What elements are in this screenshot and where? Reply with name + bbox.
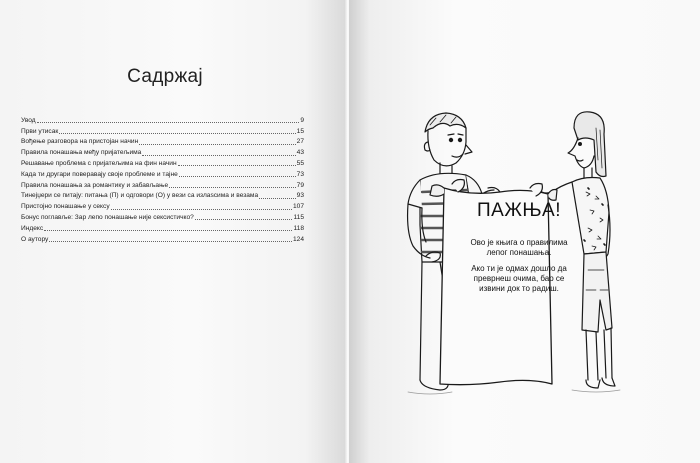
toc-entry-page: 115 [293, 213, 304, 221]
toc-entry-label: Бонус поглавље: Зар лепо понашање није сексистичко? [21, 213, 194, 221]
toc-entry-page: 27 [296, 138, 304, 146]
toc-entry-page: 73 [296, 170, 304, 178]
sign-line-5: извини док то радиш. [479, 284, 559, 293]
toc-entry-label: Пристојно понашање у сексу [21, 203, 110, 211]
sign-title: ПАЖЊА! [476, 200, 562, 221]
toc-entry-label: Вођење разговора на пристојан начин [21, 138, 139, 146]
toc-entry-label: Решавање проблема с пријатељима на фин начин [21, 159, 177, 167]
toc-entry-page: 118 [293, 224, 304, 232]
toc-entry-label: О аутору [21, 235, 49, 243]
toc-entry-page: 43 [296, 149, 304, 157]
sign-line-4: преврнеш очима, бар се [473, 274, 565, 283]
sign-line-1: Ово је књига о правилима [470, 238, 568, 247]
toc-entry-label: Тинејџери се питају: питања (П) и одговори (О) у вези са излascима и везама [21, 192, 259, 200]
sign-line-3: Ако ти је одмах дошло да [471, 264, 567, 273]
sign-line-2: лепог понашања. [486, 248, 552, 257]
toc-entry-page: 124 [292, 235, 304, 243]
toc-entry-page: 55 [296, 159, 304, 167]
toc-entry-page: 9 [300, 116, 304, 124]
toc-title: Садржај [127, 66, 203, 87]
toc-entry-page: 107 [292, 203, 304, 211]
toc-entry-page: 93 [296, 192, 304, 200]
toc-entry-label: Правила понашања међу пријатељима [21, 149, 142, 157]
toc-entry-label: Када ти другари поверавају своје проблеме и тајне [21, 170, 178, 178]
toc-entry-page: 79 [296, 181, 304, 189]
toc-entry-label: Индекс [21, 224, 44, 232]
toc-entry-label: Увод [21, 116, 36, 124]
toc-entry-label: Правила понашања за романтику и забављање [21, 181, 169, 189]
toc-entry-label: Први утисак [21, 127, 59, 135]
toc-entry-page: 15 [296, 127, 304, 135]
